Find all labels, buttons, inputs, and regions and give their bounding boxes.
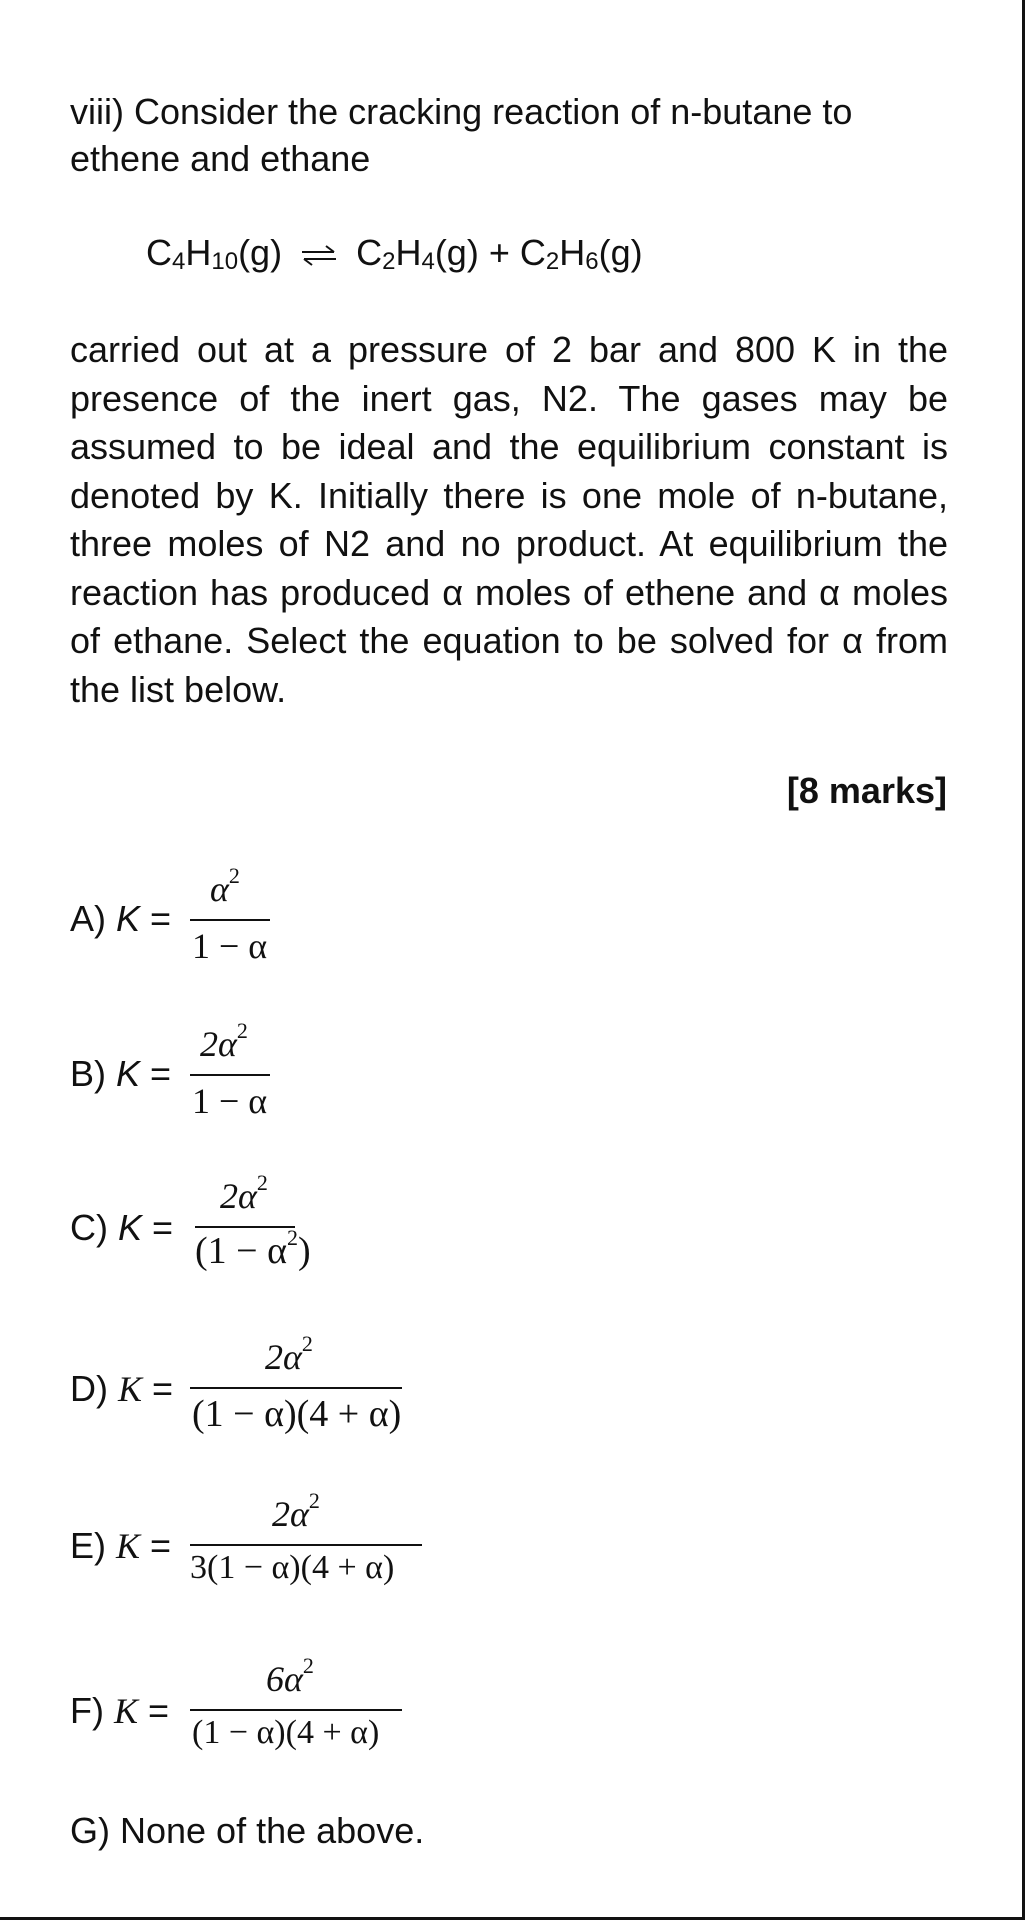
fraction-bar bbox=[190, 1074, 270, 1076]
option-d[interactable]: D) K = $2\alpha^2$ (1 − α)(4 + α) bbox=[70, 1331, 402, 1435]
fraction-bar bbox=[190, 919, 270, 921]
option-e[interactable]: E) K = $2\alpha^2$ 3(1 − α)(4 + α) bbox=[70, 1493, 440, 1603]
option-c[interactable]: C) K = $2\alpha^2$ $(1 - \alpha^2)$ bbox=[70, 1170, 311, 1272]
option-a-denominator: 1 − α bbox=[192, 926, 268, 966]
option-f[interactable]: F) K = $6\alpha^2$ (1 − α)(4 + α) bbox=[70, 1658, 440, 1768]
option-f-denominator: (1 − α)(4 + α) bbox=[192, 1714, 380, 1751]
option-e-numerator: $2\alpha^2$ bbox=[272, 1488, 320, 1534]
marks-label: [8 marks] bbox=[786, 770, 947, 811]
option-e-denominator: 3(1 − α)(4 + α) bbox=[190, 1549, 395, 1586]
question-intro: viii) Consider the cracking reaction of n-butane to ethene and ethane bbox=[70, 91, 853, 179]
option-d-numerator: $2\alpha^2$ bbox=[265, 1331, 313, 1377]
option-f-numerator: $6\alpha^2$ bbox=[266, 1653, 314, 1699]
option-b[interactable]: B) K = $2\alpha^2$ 1 − α bbox=[70, 1023, 370, 1133]
option-a-numerator: $\alpha^2$ bbox=[210, 863, 240, 909]
option-b-denominator: 1 − α bbox=[192, 1081, 268, 1121]
option-b-numerator: $2\alpha^2$ bbox=[200, 1018, 248, 1064]
fraction-bar bbox=[195, 1226, 295, 1228]
option-a[interactable]: A) K = $\alpha^2$ 1 − α bbox=[70, 868, 370, 978]
reaction-equation: $C_4H_{10}(g) C_2H_4(g) + C_2H_6(g)$ bbox=[146, 232, 643, 275]
option-c-numerator: $2\alpha^2$ bbox=[220, 1170, 268, 1216]
equilibrium-arrow-icon bbox=[300, 243, 338, 267]
question-body: carried out at a pressure of 2 bar and 800 K in the presence of the inert gas, N2. The gases may be assumed to be ideal and the equilibrium constant is denoted by K. Initially there is one mole of n-butane, three moles of N2 and no product. At equilibrium the reaction has produced α moles of ethene and α moles of ethane. Select the equation to be solved for α from the list below. bbox=[70, 329, 948, 710]
option-d-denominator: (1 − α)(4 + α) bbox=[192, 1393, 402, 1435]
option-g[interactable]: G) None of the above. bbox=[70, 1810, 425, 1851]
fraction-bar bbox=[190, 1544, 422, 1546]
fraction-bar bbox=[190, 1387, 402, 1389]
option-c-denominator: $(1 - \alpha^2)$ bbox=[195, 1225, 311, 1272]
fraction-bar bbox=[190, 1709, 402, 1711]
